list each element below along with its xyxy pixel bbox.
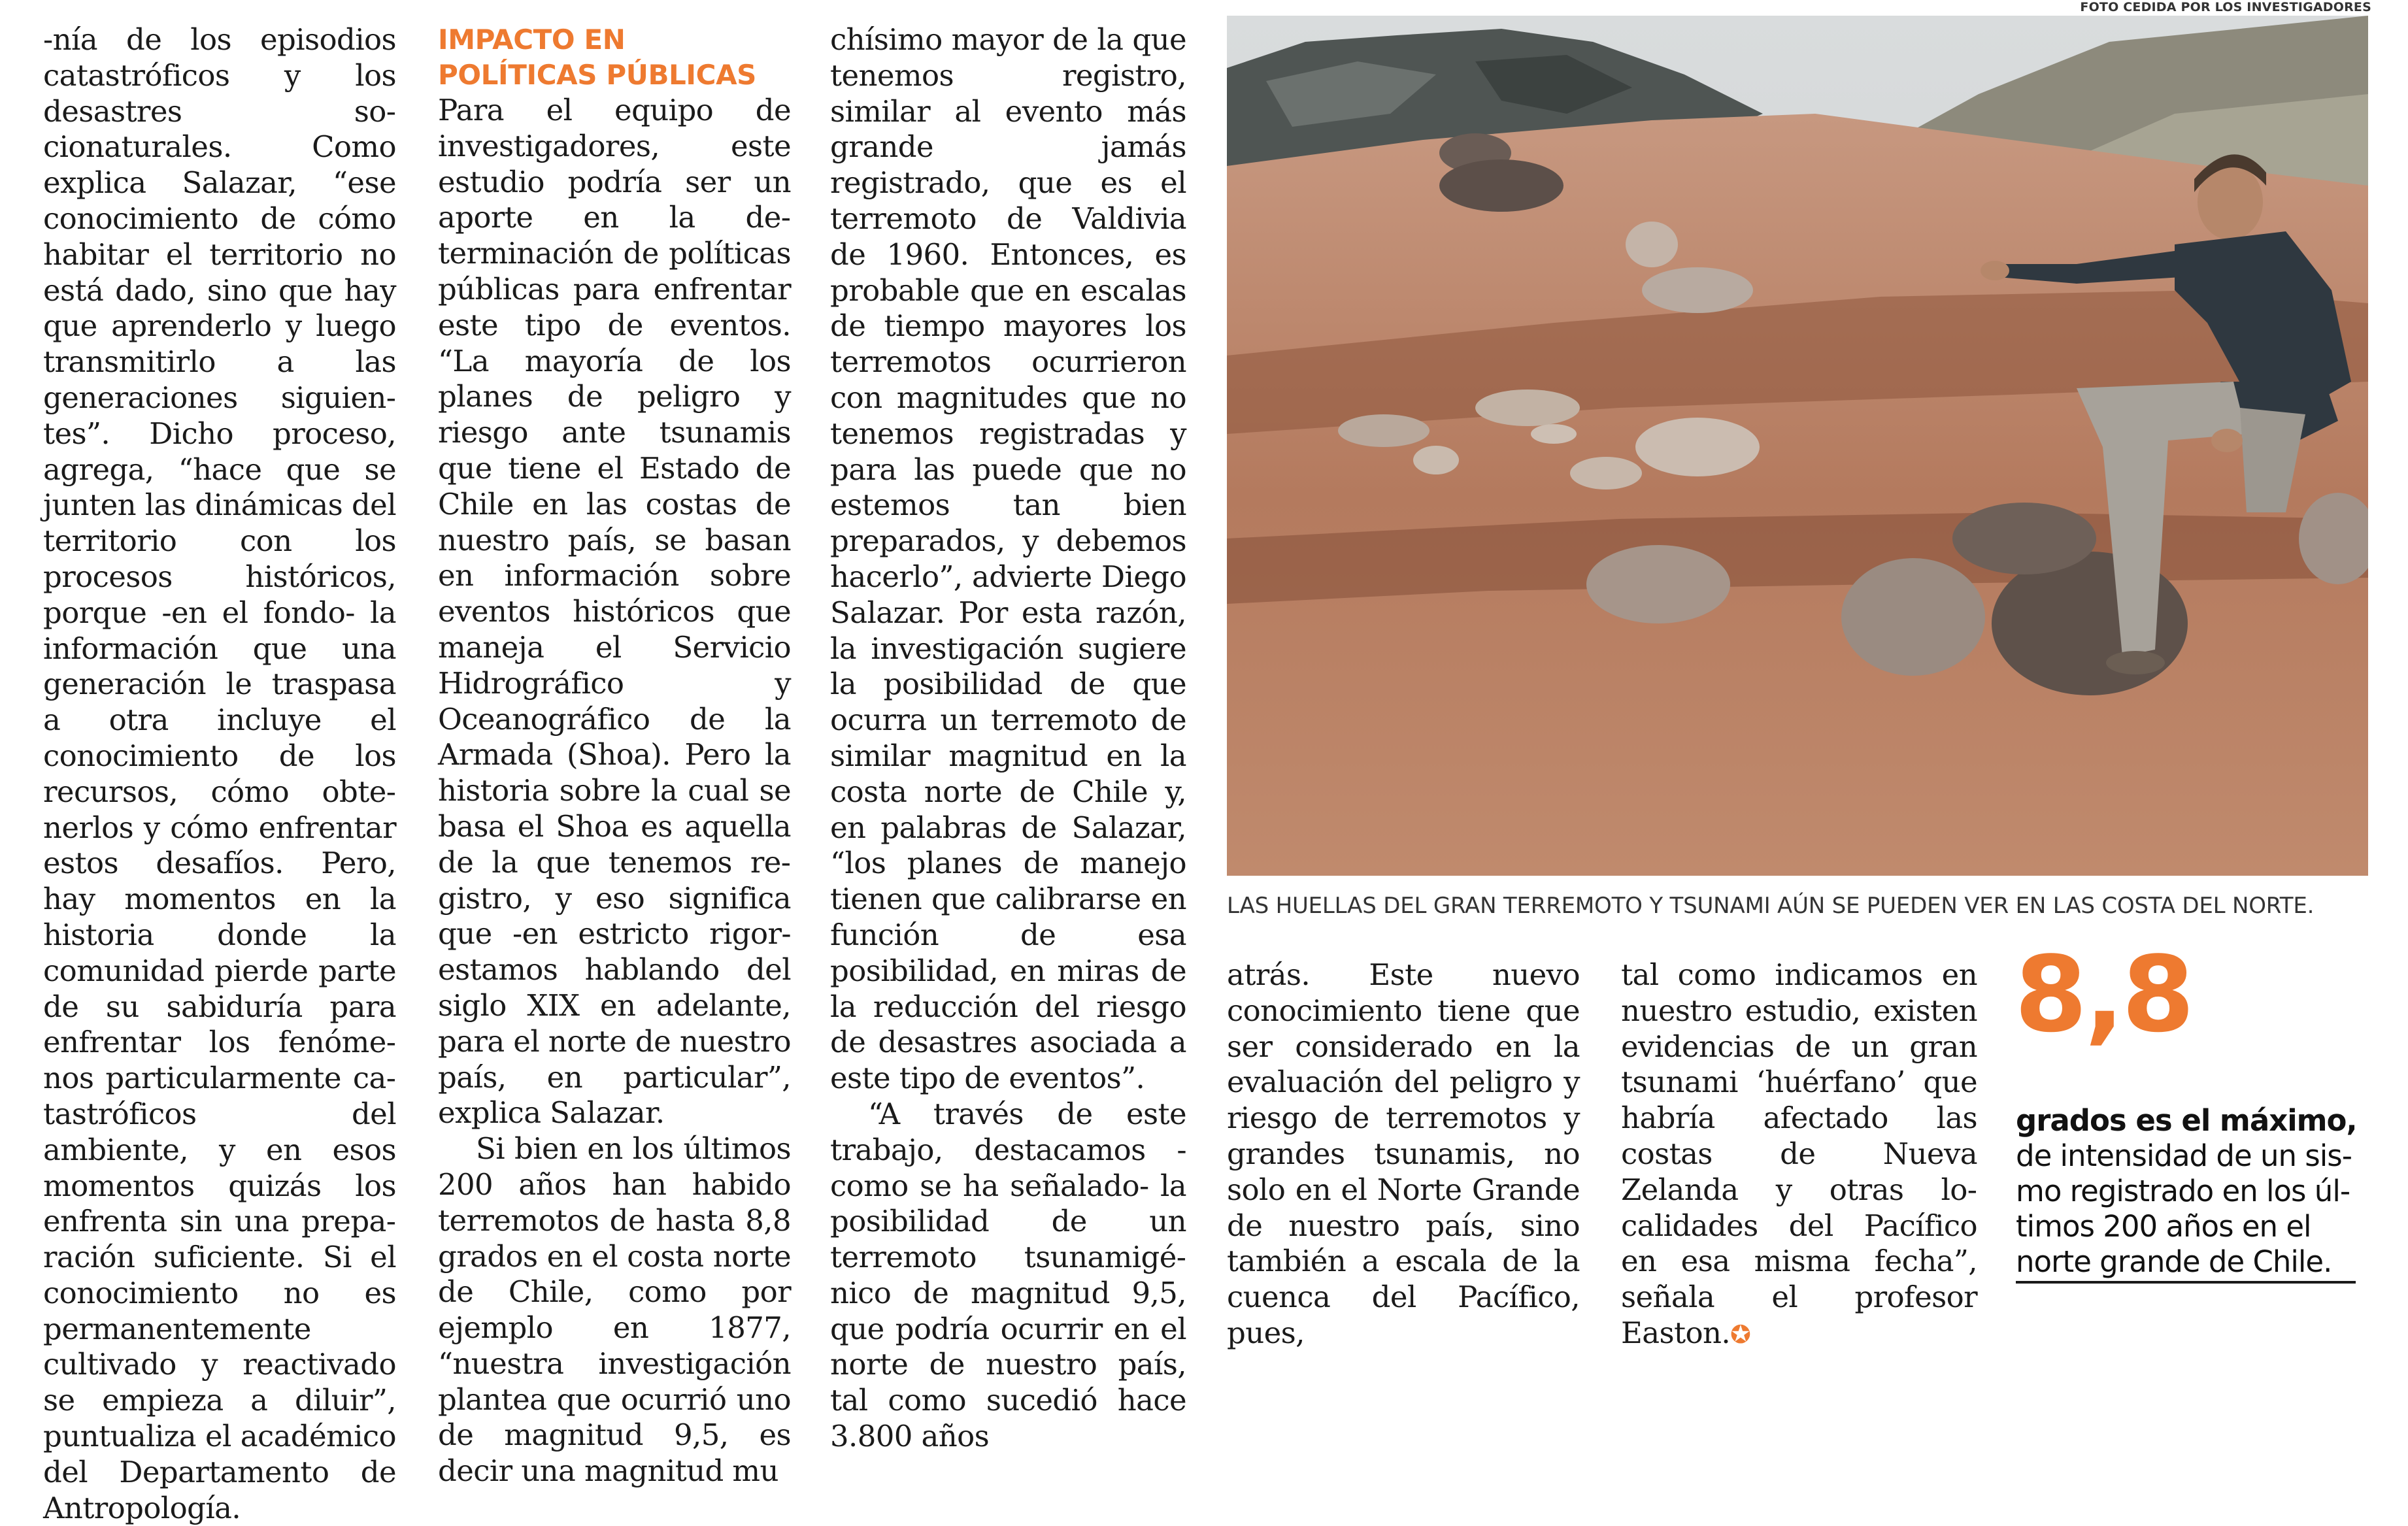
article-column-2 — [438, 22, 791, 1489]
article-paragraph: “A través de este trabajo, destacamos -como se ha señalado- la posibilidad de un terremoto tsunamigénico de magnitud 9,5, que podría ocurrir en el norte de nuestro país, tal como sucedió hace 3.800 años — [830, 1096, 1186, 1454]
article-paragraph — [1621, 957, 1977, 1353]
article-column-5 — [1621, 957, 1977, 1353]
photo-credit: FOTO CEDIDA POR LOS INVESTIGADORES — [2080, 0, 2371, 14]
photo-caption: LAS HUELLAS DEL GRAN TERREMOTO Y TSUNAMI AÚN SE PUEDEN VER EN LAS COSTA DEL NORTE. — [1227, 893, 2315, 919]
excavation-photo-illustration — [1227, 16, 2368, 876]
article-photo — [1227, 16, 2368, 876]
end-mark-icon: ✪ — [1730, 1319, 1751, 1349]
article-paragraph: -nía de los episodios catastróficos y los desastres socionaturales. Como explica Salazar, “ese conocimiento de cómo habitar el territorio no está dado, sino que hay que aprenderlo y luego transmitirlo a las generaciones siguientes”. Dicho proceso, agrega, “hace que se junten las dinámicas del territorio con los procesos históricos, porque -en el fondo- la información que una generación le traspasa a otra incluye el conocimiento de los recursos, cómo obtenerlos y cómo enfrentar estos desafíos. Pero, hay momentos en la historia donde la comunidad pierde parte de su sabiduría para enfrentar los fenómenos particularmente catastróficos del ambiente, y en esos momentos quizás los enfrenta sin una preparación suficiente. Si el conocimiento no es permanentemente cultivado y reactivado se empieza a diluir”, puntualiza el académico del Departamento de Antropología. — [43, 22, 396, 1525]
article-paragraph: chísimo mayor de la que tenemos registro, similar al evento más grande jamás registrado, que es el terremoto de Valdivia de 1960. Entonces, es probable que en escalas de tiempo mayores los terremotos ocurrieron con magnitudes que no tenemos registradas y para las puede que no estemos tan bien preparados, y debemos hacerlo”, advierte Diego Salazar. Por esta razón, la investigación sugiere la posibilidad de que ocurra un terremoto de similar magnitud en la costa norte de Chile y, en palabras de Salazar, “los planes de manejo tienen que calibrarse en función de esa posibilidad, en miras de la reducción del riesgo de desastres asociada a este tipo de eventos”. — [830, 22, 1186, 1096]
stat-description — [2016, 1103, 2382, 1280]
article-column-3 — [830, 22, 1186, 1455]
stat-number: 8,8 — [2015, 933, 2192, 1055]
article-column-4 — [1227, 957, 1580, 1352]
article-paragraph-text: tal como indicamos en nuestro estudio, existen evidencias de un gran tsunami ‘huérfano’ que habría afectado las costas de Nueva Zelanda y otras localidades del Pacífico en esa misma fecha”, señala el profesor Easton. — [1621, 957, 1977, 1350]
article-paragraph: Si bien en los últimos 200 años han habido terremotos de hasta 8,8 grados en el costa norte de Chile, como por ejemplo en 1877, “nuestra investigación plantea que ocurrió uno de magnitud 9,5, es decir una magnitud mu — [438, 1131, 791, 1489]
article-paragraph: atrás. Este nuevo conocimiento tiene que ser considerado en la evaluación del peligro y riesgo de terremotos y grandes tsunamis, no solo en el Norte Grande de nuestro país, sino también a escala de la cuenca del Pacífico, pues, — [1227, 957, 1580, 1350]
stat-bold-text: grados es el máximo, — [2016, 1103, 2357, 1138]
article-paragraph: Para el equipo de investigadores, este estudio podría ser un aporte en la determinación de políticas públicas para enfrentar este tipo de eventos. “La mayoría de los planes de peligro y riesgo ante tsunamis que tiene el Estado de Chile en las costas de nuestro país, se basan en información sobre eventos históricos que maneja el Servicio Hidrográfico y Oceanográfico de la Armada (Shoa). Pero la historia sobre la cual se basa el Shoa es aquella de la que tenemos registro, y eso significa que -en estricto rigor- estamos hablando del siglo XIX en adelante, para el norte de nuestro país, en particular”, explica Salazar. — [438, 93, 791, 1131]
stat-text: de intensidad de un sismo registrado en los últimos 200 años en el norte grande de Chile. — [2016, 1138, 2352, 1279]
article-column-1 — [43, 22, 396, 1526]
section-heading: IMPACTO EN POLÍTICAS PÚBLICAS — [438, 24, 757, 91]
stat-underline-divider — [2016, 1281, 2356, 1284]
